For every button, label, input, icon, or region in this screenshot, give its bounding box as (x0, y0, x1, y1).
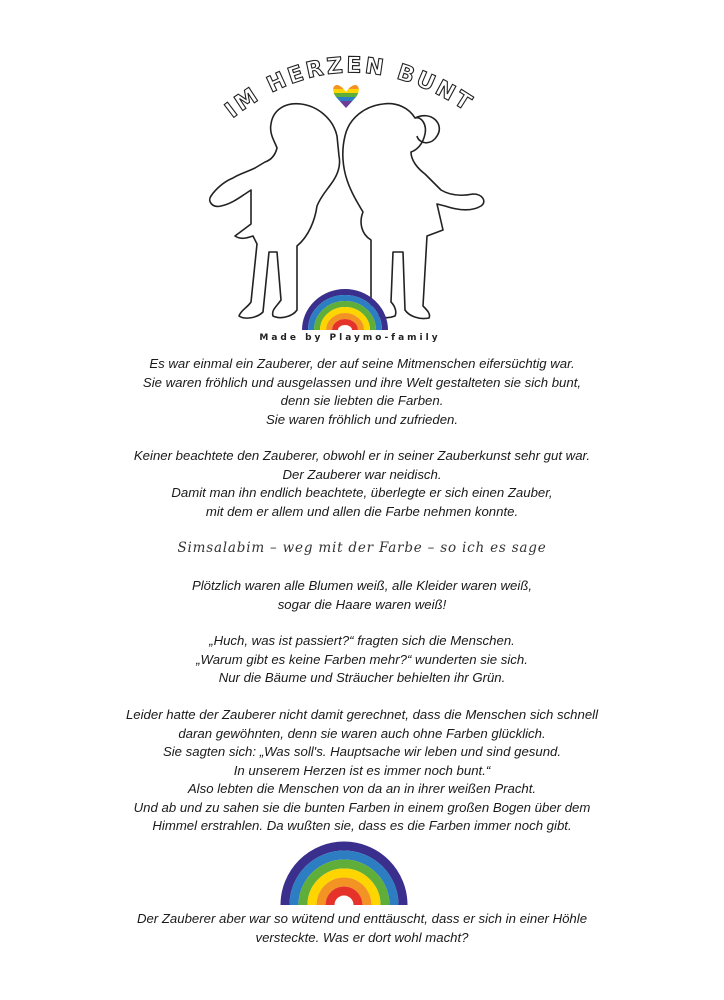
magic-spell: Simsalabim – weg mit der Farbe – so ich es sage (177, 540, 547, 556)
story-line: denn sie liebten die Farben. (280, 393, 444, 408)
story-line: Sie sagten sich: „Was soll's. Hauptsache wir leben und sind gesund. (162, 744, 562, 759)
story-line: sogar die Haare waren weiß! (277, 596, 447, 612)
logo-credit: Made by Playmo-family (259, 333, 441, 343)
story-line: Und ab und zu sahen sie die bunten Farben in einem großen Bogen über dem (133, 799, 591, 815)
story-line: „Warum gibt es keine Farben mehr?“ wunderten sie sich. (196, 651, 528, 667)
story-line: Sie waren fröhlich und zufrieden. (265, 411, 459, 427)
story-line: daran gewöhnten, denn sie waren auch ohne Farben glücklich. (178, 725, 546, 741)
story-line: In unserem Herzen ist es immer noch bunt.“ (233, 762, 491, 778)
im-herzen-bunt-logo (205, 40, 495, 345)
story-line: Sie waren fröhlich und ausgelassen und ihre Welt gestalteten sie sich bunt, (142, 374, 582, 390)
story-line: „Huch, was ist passiert?“ fragten sich die Menschen. (209, 633, 515, 648)
story-line: Nur die Bäume und Sträucher behielten ihr Grün. (218, 670, 506, 685)
rainbow-heart-icon (331, 80, 361, 109)
story-paragraph-2 (0, 447, 724, 521)
story-paragraph-5 (0, 706, 724, 836)
boy-silhouette (210, 104, 340, 318)
story-line: versteckte. Was er dort wohl macht? (255, 929, 469, 945)
girl-silhouette (343, 104, 484, 319)
logo-title-text: IM HERZEN BUNT (220, 53, 479, 124)
story-line: mit dem er allem und allen die Farbe nehmen konnte. (205, 503, 519, 519)
story-line: Der Zauberer aber war so wütend und enttäuscht, dass er sich in einer Höhle (136, 911, 588, 926)
story-paragraph-6 (0, 910, 724, 947)
story-line: Keiner beachtete den Zauberer, obwohl er in seiner Zauberkunst sehr gut war. (133, 448, 591, 463)
story-paragraph-3 (0, 577, 724, 614)
story-line: Himmel erstrahlen. Da wußten sie, dass es die Farben immer noch gibt. (152, 818, 572, 833)
story-line: Es war einmal ein Zauberer, der auf seine Mitmenschen eifersüchtig war. (149, 356, 575, 371)
rainbow-icon (280, 841, 408, 907)
story-line: Also lebten die Menschen von da an in ihrer weißen Pracht. (187, 781, 537, 796)
story-paragraph-1 (0, 355, 724, 429)
story-line: Der Zauberer war neidisch. (282, 466, 442, 482)
story-line: Leider hatte der Zauberer nicht damit gerechnet, dass die Menschen sich schnell (125, 707, 599, 722)
story-line: Plötzlich waren alle Blumen weiß, alle Kleider waren weiß, (191, 578, 533, 593)
story-paragraph-4 (0, 632, 724, 688)
story-line: Damit man ihn endlich beachtete, überlegte er sich einen Zauber, (171, 485, 553, 500)
